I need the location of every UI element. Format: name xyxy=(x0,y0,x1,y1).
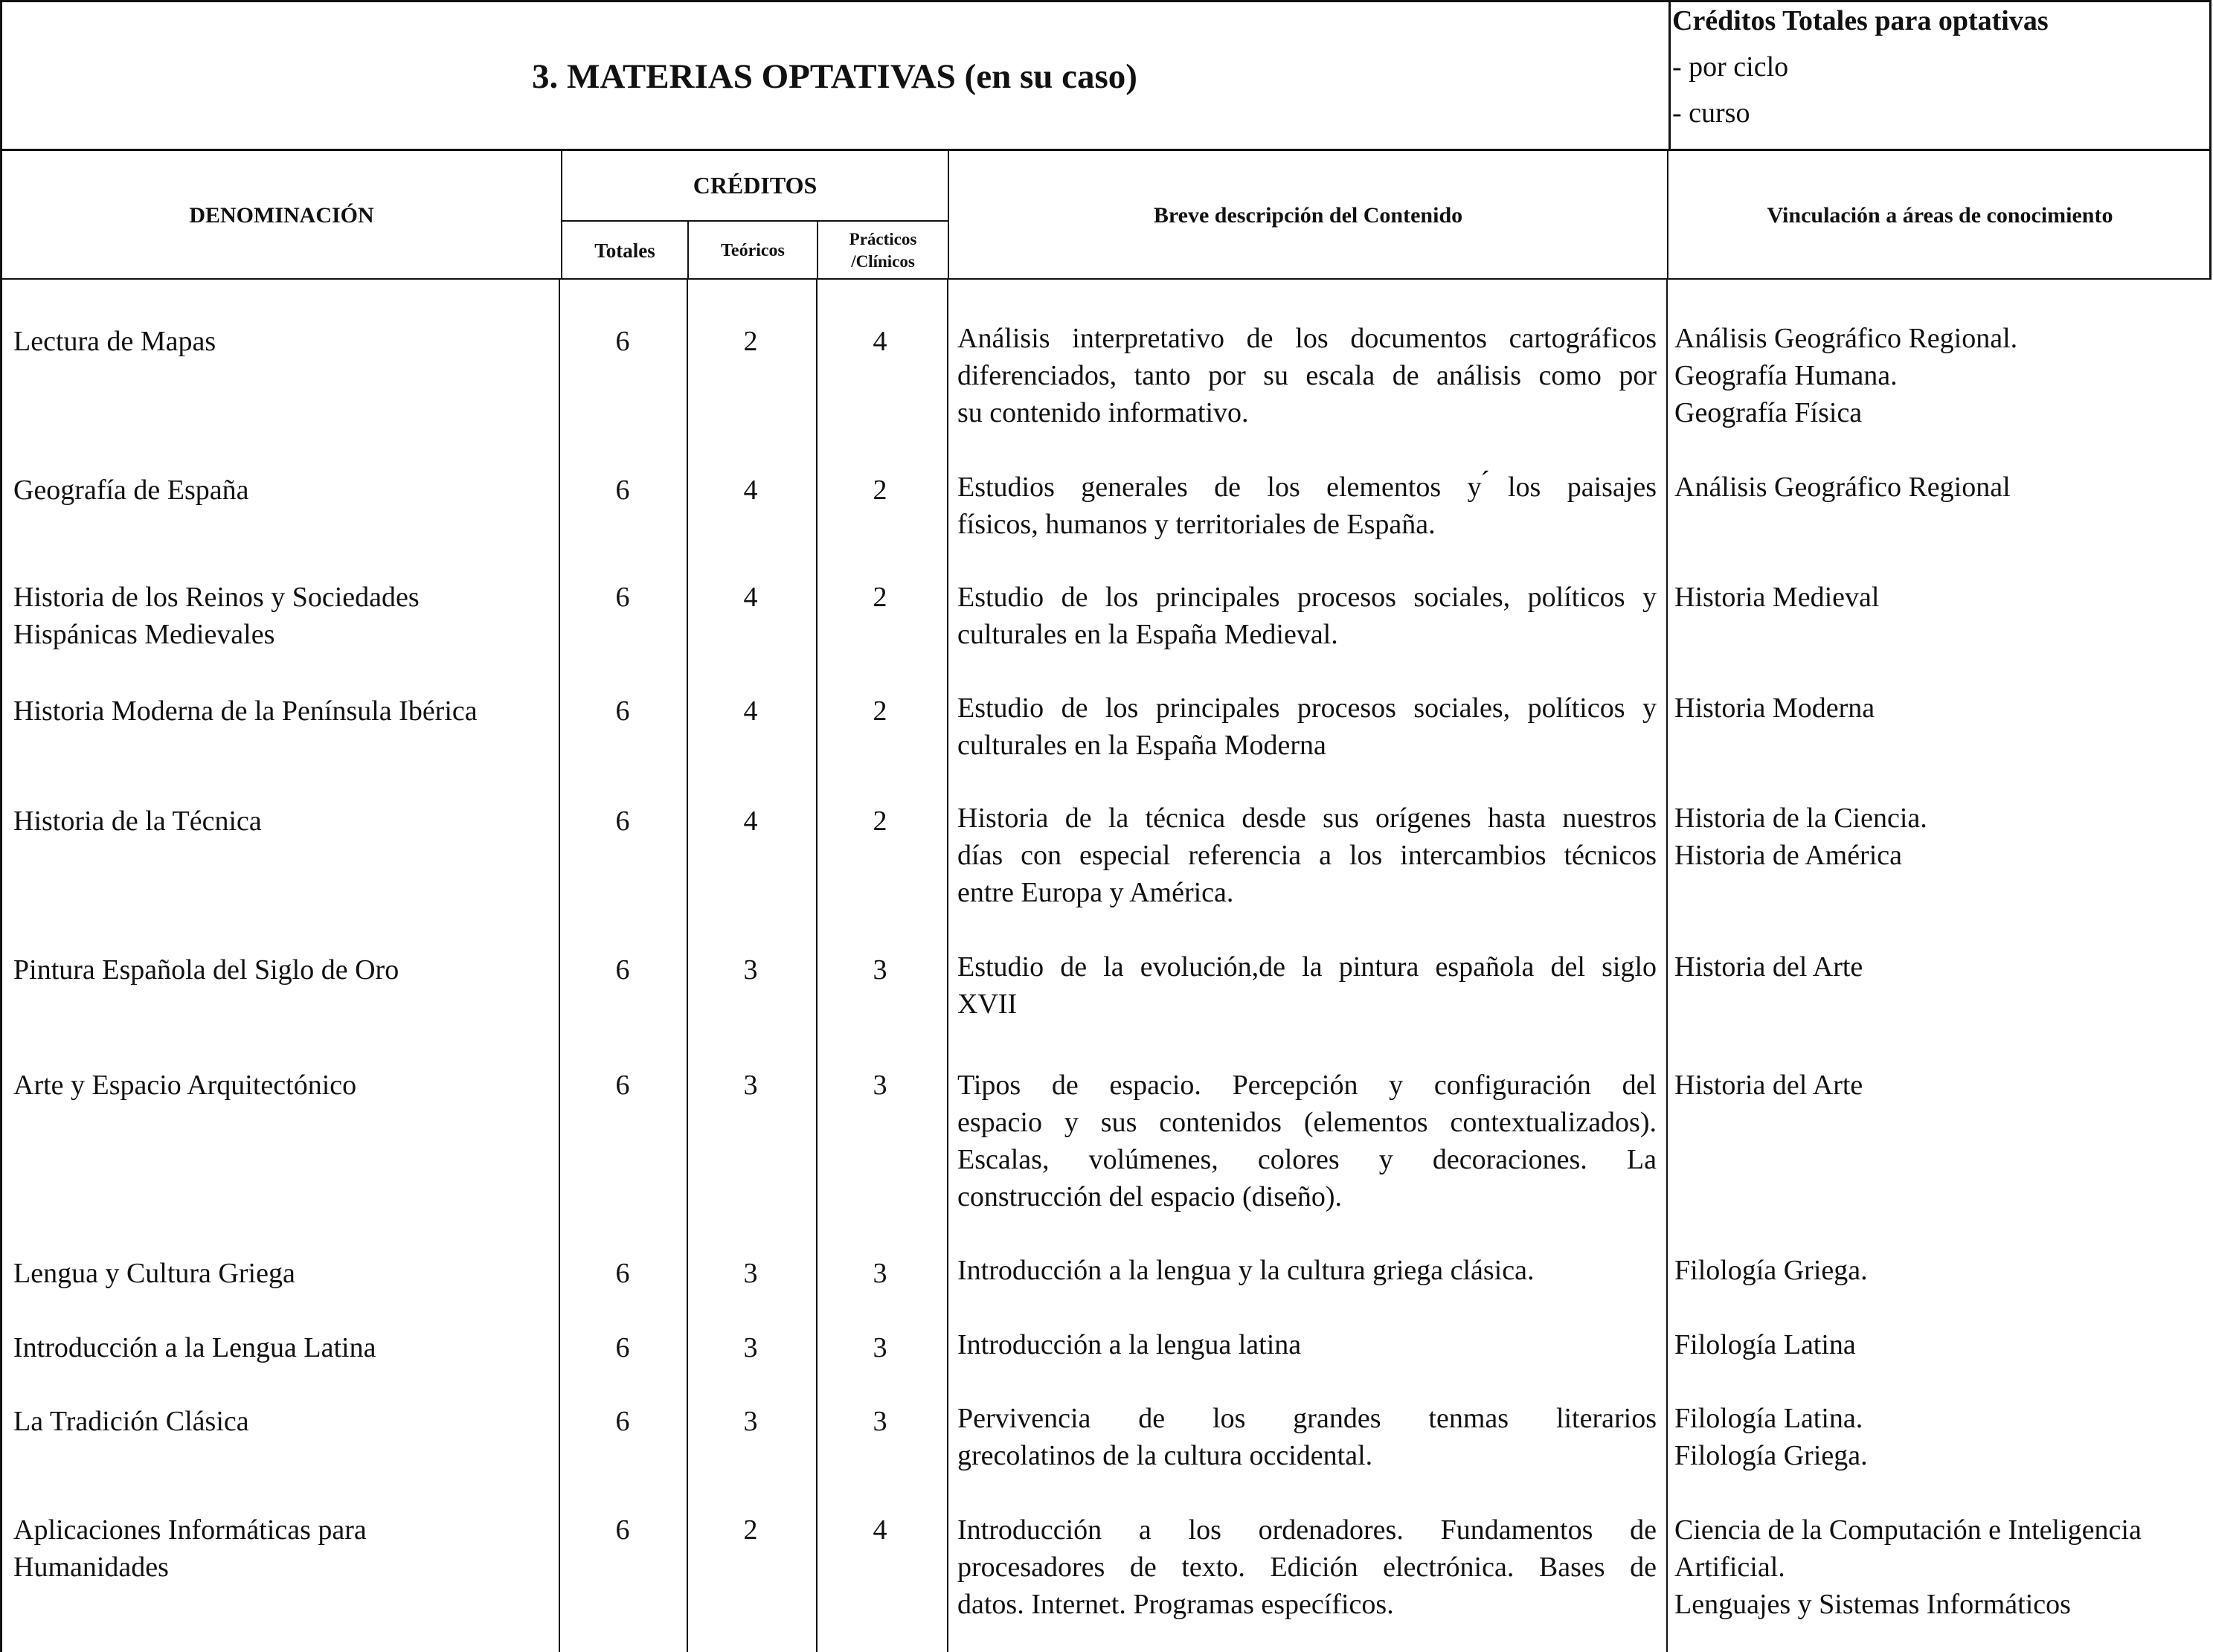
credits-totales: 6 xyxy=(615,1332,630,1363)
column-divider xyxy=(947,280,948,1652)
credits-practicos: 2 xyxy=(873,695,887,727)
column-divider xyxy=(1666,280,1668,1652)
page-title: 3. MATERIAS OPTATIVAS (en su caso) xyxy=(532,57,1137,96)
credits-totales: 6 xyxy=(615,582,630,613)
content-description xyxy=(957,1252,1657,1289)
content-description-line: Estudio de la evolución,de la pintura española del siglo xyxy=(957,951,1657,983)
knowledge-areas xyxy=(1674,1400,2206,1474)
knowledge-areas-line: Ciencia de la Computación e Inteligencia xyxy=(1674,1514,2142,1546)
knowledge-areas xyxy=(1674,948,2206,986)
content-description-line: diferenciados, tanto por su escala de análisis como por xyxy=(957,360,1657,391)
credits-teoricos: 2 xyxy=(743,1514,758,1546)
content-description xyxy=(957,948,1657,1023)
col-practicos xyxy=(818,222,949,280)
knowledge-areas-line: Análisis Geográfico Regional xyxy=(1674,472,2011,503)
credits-teoricos: 3 xyxy=(743,954,758,986)
content-description-line: Historia de la técnica desde sus orígenes hasta nuestros xyxy=(957,803,1657,834)
credits-practicos: 3 xyxy=(873,1070,887,1101)
knowledge-areas-line: Filología Latina. xyxy=(1674,1403,1863,1434)
content-description-line: Pervivencia de los grandes tenmas literarios xyxy=(957,1403,1657,1434)
credits-totales: 6 xyxy=(615,475,630,506)
credits-totales: 6 xyxy=(615,1514,630,1546)
content-description-line: Introducción a la lengua y la cultura griega clásica. xyxy=(957,1255,1535,1286)
col-practicos-line1: Prácticos xyxy=(849,230,917,248)
content-description xyxy=(957,1067,1657,1215)
subject-name xyxy=(13,1067,542,1104)
knowledge-areas xyxy=(1674,1252,2206,1289)
knowledge-areas-line: Historia del Arte xyxy=(1674,1070,1863,1101)
knowledge-areas-line: Historia Medieval xyxy=(1674,582,1880,613)
credits-teoricos: 3 xyxy=(743,1406,758,1437)
credits-totales: 6 xyxy=(615,954,630,986)
content-description xyxy=(957,320,1657,431)
subject-name-line: Historia Moderna de la Península Ibérica xyxy=(13,695,478,727)
credits-practicos: 3 xyxy=(873,1258,887,1289)
col-descripcion: Breve descripción del Contenido xyxy=(949,151,1668,280)
col-vinculacion: Vinculación a áreas de conocimiento xyxy=(1767,202,2113,228)
knowledge-areas-line: Análisis Geográfico Regional. xyxy=(1674,323,2018,354)
credits-practicos: 3 xyxy=(873,954,887,986)
content-description xyxy=(957,690,1657,764)
content-description-line: grecolatinos de la cultura occidental. xyxy=(957,1440,1373,1471)
content-description-line: físicos, humanos y territoriales de España. xyxy=(957,509,1436,540)
subject-name-line: Arte y Espacio Arquitectónico xyxy=(13,1070,357,1101)
header xyxy=(0,0,2212,149)
content-description-line: Tipos de espacio. Percepción y configuración del xyxy=(957,1070,1657,1101)
knowledge-areas xyxy=(1674,1511,2206,1623)
content-description-line: XVII xyxy=(957,989,1018,1020)
credits-teoricos: 3 xyxy=(743,1332,758,1363)
subject-name-line: Historia de la Técnica xyxy=(13,806,262,837)
subject-name xyxy=(13,472,542,509)
subject-name xyxy=(13,692,542,730)
content-description xyxy=(957,469,1657,543)
knowledge-areas xyxy=(1674,1326,2206,1363)
credits-practicos: 3 xyxy=(873,1332,887,1363)
content-description-line: días con especial referencia a los intercambios técnicos xyxy=(957,840,1657,871)
knowledge-areas-line: Historia de América xyxy=(1674,840,1903,871)
subject-name-line: Humanidades xyxy=(13,1552,169,1583)
knowledge-areas-line: Lenguajes y Sistemas Informáticos xyxy=(1674,1589,2071,1620)
credits-practicos: 2 xyxy=(873,806,887,837)
content-description-line: culturales en la España Medieval. xyxy=(957,619,1338,650)
content-description-line: datos. Internet. Programas específicos. xyxy=(957,1589,1394,1620)
credits-totales: 6 xyxy=(615,1406,630,1437)
content-description xyxy=(957,1326,1657,1363)
table-border-left xyxy=(0,280,2,1652)
credits-teoricos: 3 xyxy=(743,1070,758,1101)
credits-box-line3: - curso xyxy=(1672,97,1750,129)
content-description-line: construcción del espacio (diseño). xyxy=(957,1181,1343,1212)
knowledge-areas-line: Geografía Humana. xyxy=(1674,360,1898,391)
content-description xyxy=(957,800,1657,911)
credits-box-line2: - por ciclo xyxy=(1672,51,1789,83)
content-description xyxy=(957,1400,1657,1474)
column-header xyxy=(0,149,2212,280)
content-description-line: Análisis interpretativo de los documentos cartográficos xyxy=(957,323,1657,354)
credits-teoricos: 4 xyxy=(743,475,758,506)
credits-box-line1: Créditos Totales para optativas xyxy=(1672,5,2049,36)
credits-totales: 6 xyxy=(615,1070,630,1101)
col-practicos-line2: /Clínicos xyxy=(851,252,915,271)
subject-name-line: La Tradición Clásica xyxy=(13,1406,249,1437)
knowledge-areas-line: Historia de la Ciencia. xyxy=(1674,803,1927,834)
content-description-line: culturales en la España Moderna xyxy=(957,730,1326,761)
subject-name-line: Historia de los Reinos y Sociedades xyxy=(13,582,420,613)
subject-name xyxy=(13,1329,542,1366)
subject-name xyxy=(13,323,542,360)
content-description-line: Introducción a los ordenadores. Fundamentos de xyxy=(957,1514,1657,1546)
credits-teoricos: 3 xyxy=(743,1258,758,1289)
col-totales: Totales xyxy=(561,222,689,280)
knowledge-areas-line: Filología Latina xyxy=(1674,1329,1856,1360)
credits-practicos: 4 xyxy=(873,1514,887,1546)
subject-name xyxy=(13,1403,542,1440)
credits-teoricos: 4 xyxy=(743,582,758,613)
content-description-line: Estudio de los principales procesos sociales, políticos y xyxy=(957,582,1657,613)
subject-name-line: Lengua y Cultura Griega xyxy=(13,1258,295,1289)
content-description-line: espacio y sus contenidos (elementos contextualizados). xyxy=(957,1107,1657,1138)
subject-name xyxy=(13,1511,542,1586)
credits-box xyxy=(1668,2,2212,151)
knowledge-areas-line: Filología Griega. xyxy=(1674,1255,1868,1286)
credits-practicos: 3 xyxy=(873,1406,887,1437)
subject-name-line: Introducción a la Lengua Latina xyxy=(13,1332,376,1363)
subject-name-line: Hispánicas Medievales xyxy=(13,619,275,650)
credits-totales: 6 xyxy=(615,806,630,837)
credits-totales: 6 xyxy=(615,326,630,357)
content-description-line: Escalas, volúmenes, colores y decoraciones. La xyxy=(957,1144,1657,1175)
content-description xyxy=(957,579,1657,653)
credits-practicos: 4 xyxy=(873,326,887,357)
content-description-line: Introducción a la lengua latina xyxy=(957,1329,1302,1360)
content-description-line: entre Europa y América. xyxy=(957,877,1234,908)
subject-name-line: Pintura Española del Siglo de Oro xyxy=(13,954,399,986)
credits-teoricos: 4 xyxy=(743,806,758,837)
knowledge-areas-line: Filología Griega. xyxy=(1674,1440,1868,1471)
knowledge-areas-line: Historia del Arte xyxy=(1674,951,1863,983)
content-description-line: Estudio de los principales procesos sociales, políticos y xyxy=(957,692,1657,724)
credits-totales: 6 xyxy=(615,695,630,727)
credits-totales: 6 xyxy=(615,1258,630,1289)
credits-teoricos: 4 xyxy=(743,695,758,727)
content-description-line: procesadores de texto. Edición electrónica. Bases de xyxy=(957,1552,1657,1583)
content-description-line: su contenido informativo. xyxy=(957,397,1249,428)
content-description xyxy=(957,1511,1657,1623)
subject-name-line: Aplicaciones Informáticas para xyxy=(13,1514,367,1546)
subject-name-line: Geografía de España xyxy=(13,475,249,506)
credits-practicos: 2 xyxy=(873,582,887,613)
subject-name xyxy=(13,803,542,840)
col-teoricos: Teóricos xyxy=(689,222,818,280)
knowledge-areas xyxy=(1674,690,2206,727)
col-denominacion: DENOMINACIÓN xyxy=(189,202,374,228)
knowledge-areas-line: Geografía Física xyxy=(1674,397,1863,428)
col-creditos: CRÉDITOS xyxy=(561,151,949,222)
subject-name-line: Lectura de Mapas xyxy=(13,326,216,357)
subject-name xyxy=(13,951,542,989)
knowledge-areas xyxy=(1674,800,2206,874)
credits-teoricos: 2 xyxy=(743,326,758,357)
knowledge-areas xyxy=(1674,1067,2206,1104)
knowledge-areas xyxy=(1674,579,2206,616)
content-description-line: Estudios generales de los elementos y ́los paisajes xyxy=(957,472,1657,503)
credits-practicos: 2 xyxy=(873,475,887,506)
knowledge-areas-line: Historia Moderna xyxy=(1674,692,1875,724)
knowledge-areas xyxy=(1674,469,2206,506)
subject-name xyxy=(13,579,542,653)
knowledge-areas xyxy=(1674,320,2206,431)
knowledge-areas-line: Artificial. xyxy=(1674,1552,1785,1583)
subject-name xyxy=(13,1255,542,1292)
